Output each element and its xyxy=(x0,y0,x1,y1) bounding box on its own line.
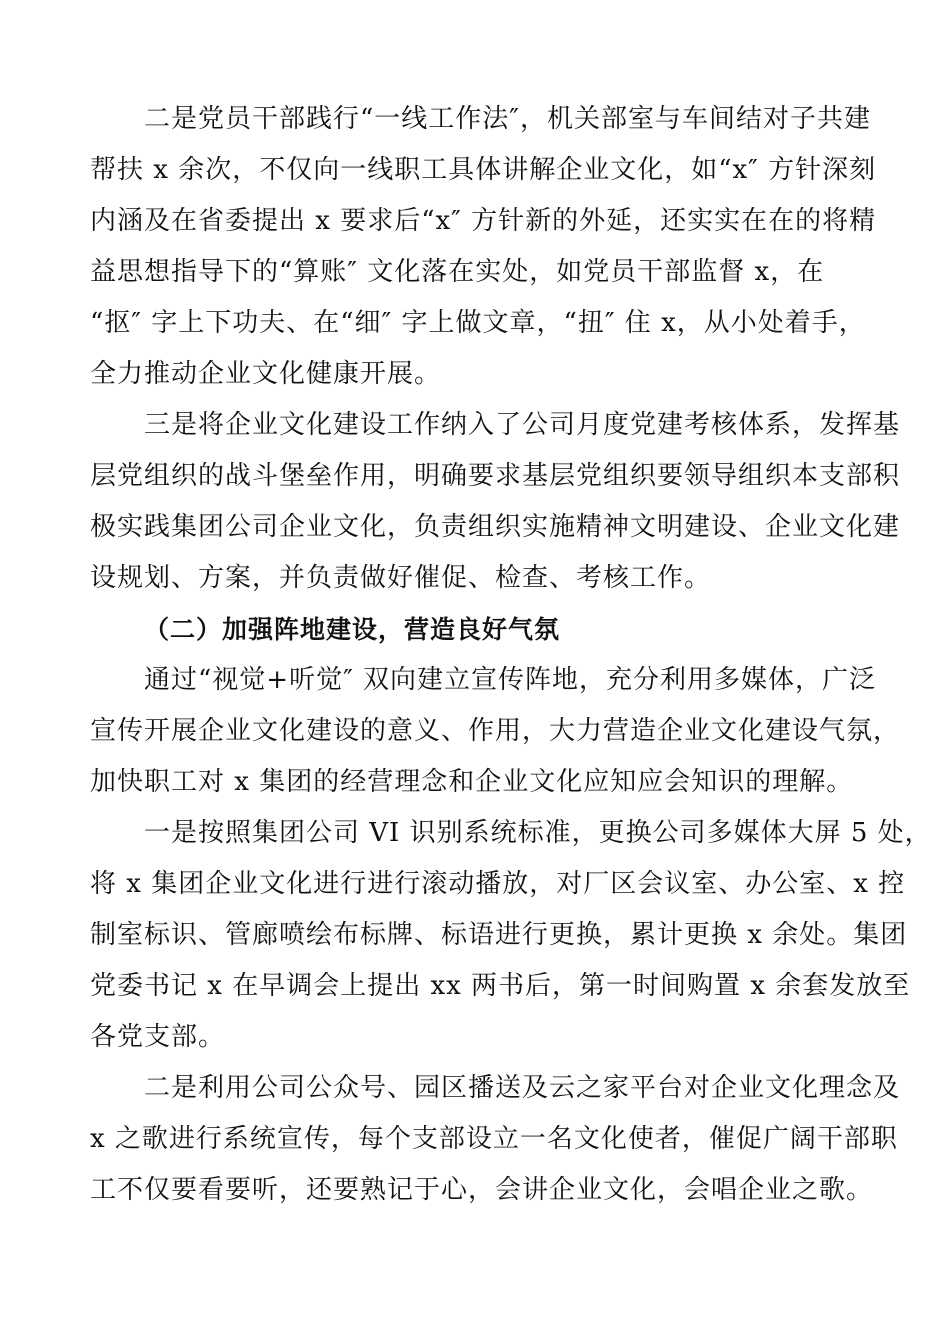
text-line: 通过“视觉+听觉″ 双向建立宣传阵地，充分利用多媒体，广泛 xyxy=(144,665,877,695)
paragraph-line-work-method xyxy=(90,94,877,400)
text-line: 工不仅要看要听，还要熟记于心，会讲企业文化，会唱企业之歌。 xyxy=(90,1175,874,1205)
text-line: 将 x 集团企业文化进行进行滚动播放，对厂区会议室、办公室、x 控 xyxy=(90,869,906,899)
text-line: “抠″ 字上下功夫、在“细″ 字上做文章，“扭″ 住 x，从小处着手， xyxy=(90,308,866,338)
text-line: 极实践集团公司企业文化，负责组织实施精神文明建设、企业文化建 xyxy=(90,512,901,542)
section-heading: （二）加强阵地建设，营造良好气氛 xyxy=(144,615,561,644)
text-line: 全力推动企业文化健康开展。 xyxy=(90,359,442,389)
text-line: 三是将企业文化建设工作纳入了公司月度党建考核体系，发挥基 xyxy=(144,410,901,440)
text-line: 制室标识、管廊喷绘布标牌、标语进行更换，累计更换 x 余处。集团 xyxy=(90,920,908,950)
paragraph-publicity-position xyxy=(90,655,901,808)
text-line: 帮扶 x 余次，不仅向一线职工具体讲解企业文化，如“x″ 方针深刻 xyxy=(90,155,877,185)
text-line: 一是按照集团公司 VI 识别系统标准，更换公司多媒体大屏 5 处， xyxy=(144,818,932,848)
text-line: 二是党员干部践行“一线工作法″，机关部室与车间结对子共建 xyxy=(144,104,872,134)
paragraph-official-account xyxy=(90,1063,901,1216)
text-line: 益思想指导下的“算账″ 文化落在实处，如党员干部监督 x，在 xyxy=(90,257,825,287)
text-line: 加快职工对 x 集团的经营理念和企业文化应知应会知识的理解。 xyxy=(90,767,854,797)
text-line: 内涵及在省委提出 x 要求后“x″ 方针新的外延，还实实在在的将精 xyxy=(90,206,877,236)
text-line: 层党组织的战斗堡垒作用，明确要求基层党组织要领导组织本支部积 xyxy=(90,461,901,491)
paragraph-vi-system xyxy=(90,808,932,1063)
text-line: 二是利用公司公众号、园区播送及云之家平台对企业文化理念及 xyxy=(144,1073,901,1103)
text-line: x 之歌进行系统宣传，每个支部设立一名文化使者，催促广阔干部职 xyxy=(90,1124,898,1154)
text-line: 党委书记 x 在早调会上提出 xx 两书后，第一时间购置 x 余套发放至 xyxy=(90,971,911,1001)
paragraph-assessment-system xyxy=(90,400,901,604)
text-line: 设规划、方案，并负责做好催促、检查、考核工作。 xyxy=(90,563,712,593)
document-body xyxy=(90,94,932,1216)
text-line: 宣传开展企业文化建设的意义、作用，大力营造企业文化建设气氛， xyxy=(90,716,901,746)
text-line: 各党支部。 xyxy=(90,1022,226,1052)
